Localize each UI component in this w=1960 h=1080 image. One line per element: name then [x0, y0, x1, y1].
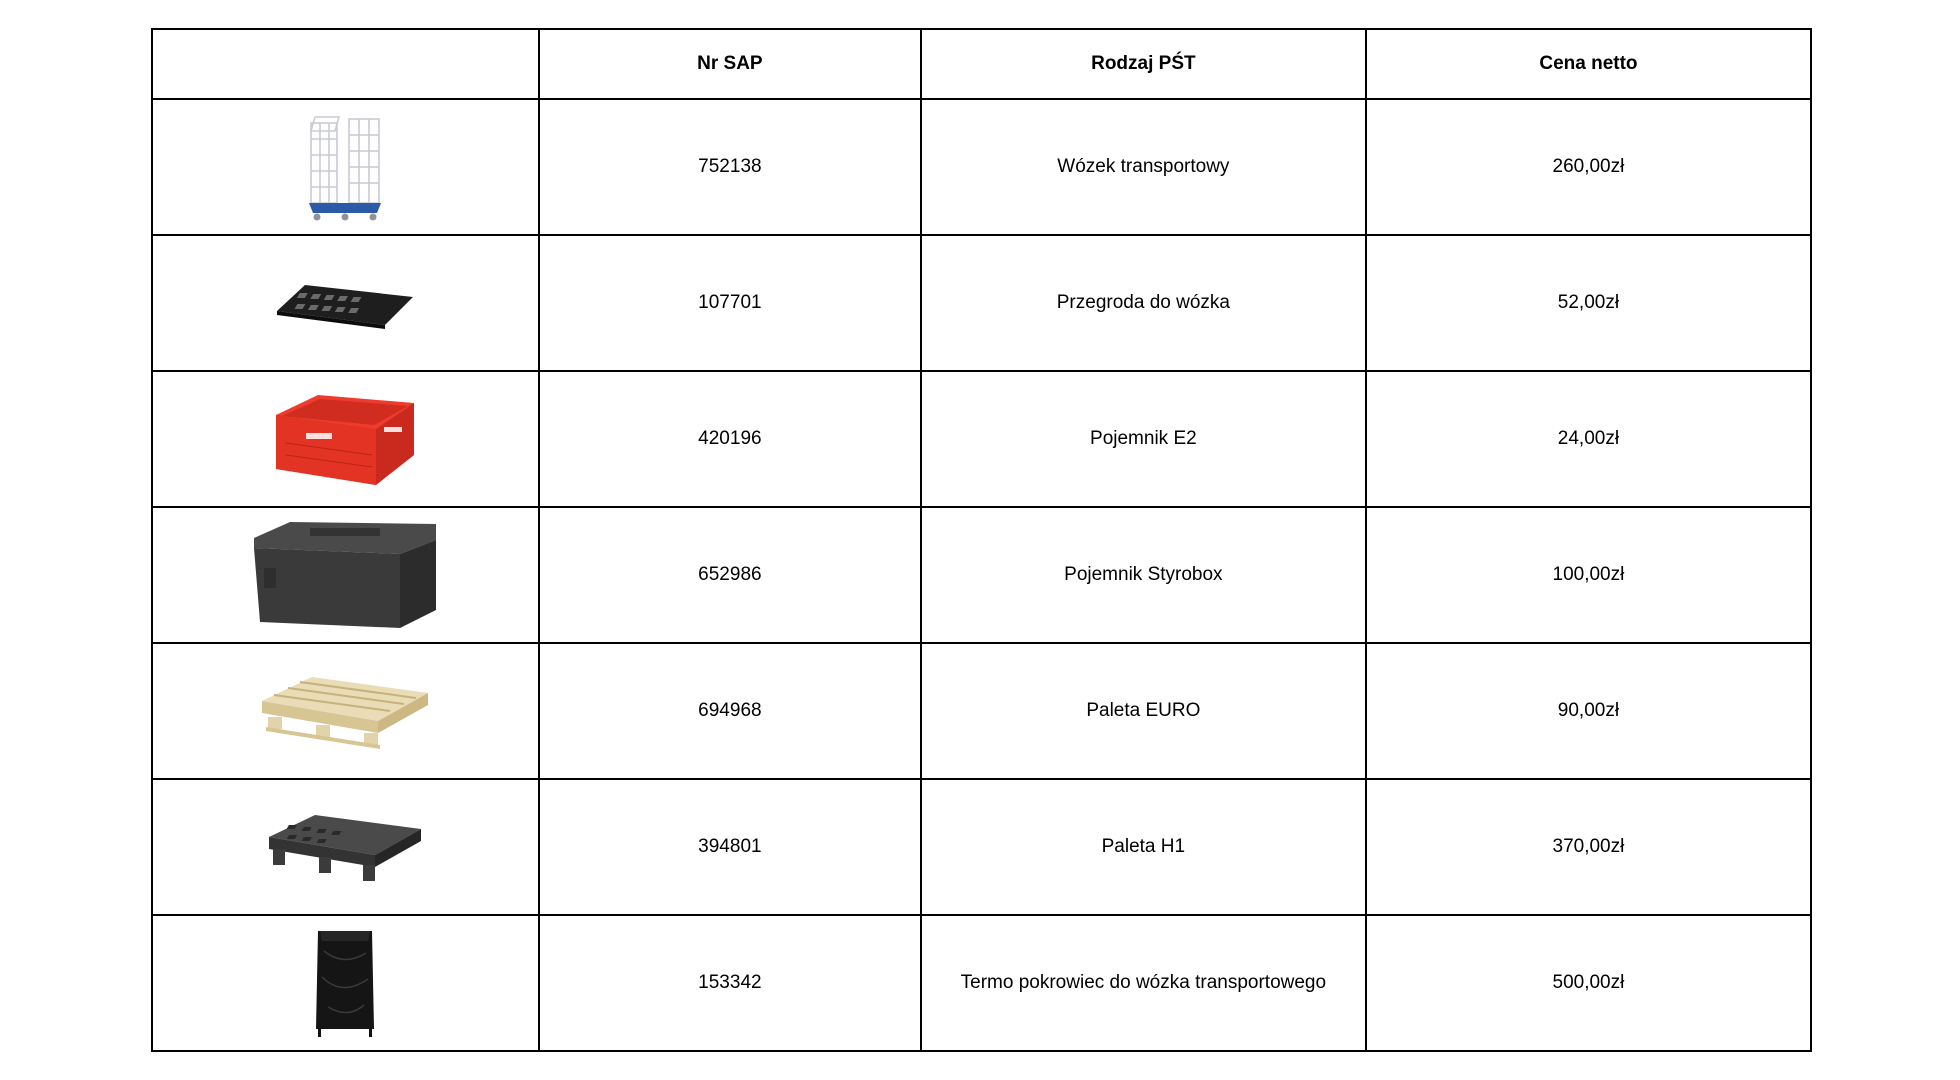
- item-type: Przegroda do wózka: [921, 235, 1366, 371]
- product-image-cell: [152, 779, 539, 915]
- sap-number: 420196: [539, 371, 921, 507]
- item-price: 24,00zł: [1366, 371, 1811, 507]
- wooden-euro-pallet-icon: [260, 671, 430, 751]
- styrobox-container-icon: [250, 518, 440, 632]
- table-header-row: [152, 29, 1811, 99]
- cart-divider-grid-icon: [275, 277, 415, 329]
- table-row: [152, 235, 1811, 371]
- product-image-cell: [152, 235, 539, 371]
- item-price: 90,00zł: [1366, 643, 1811, 779]
- sap-number: 652986: [539, 507, 921, 643]
- item-price: 370,00zł: [1366, 779, 1811, 915]
- pst-price-table: [151, 28, 1812, 1052]
- header-image: [152, 29, 539, 99]
- item-type: Paleta H1: [921, 779, 1366, 915]
- sap-number: 394801: [539, 779, 921, 915]
- sap-number: 153342: [539, 915, 921, 1051]
- table-row: [152, 371, 1811, 507]
- sap-number: 752138: [539, 99, 921, 235]
- roll-cage-cart-icon: [305, 111, 385, 223]
- item-type: Pojemnik Styrobox: [921, 507, 1366, 643]
- table-row: [152, 643, 1811, 779]
- table-row: [152, 915, 1811, 1051]
- header-sap: Nr SAP: [539, 29, 921, 99]
- plastic-h1-pallet-icon: [267, 811, 423, 883]
- item-price: 260,00zł: [1366, 99, 1811, 235]
- product-image-cell: [152, 371, 539, 507]
- table-row: [152, 99, 1811, 235]
- product-image-cell: [152, 99, 539, 235]
- item-price: 100,00zł: [1366, 507, 1811, 643]
- red-e2-crate-icon: [272, 389, 418, 489]
- item-type: Pojemnik E2: [921, 371, 1366, 507]
- sap-number: 694968: [539, 643, 921, 779]
- table-row: [152, 507, 1811, 643]
- table-row: [152, 779, 1811, 915]
- item-price: 52,00zł: [1366, 235, 1811, 371]
- product-image-cell: [152, 643, 539, 779]
- product-image-cell: [152, 915, 539, 1051]
- item-type: Wózek transportowy: [921, 99, 1366, 235]
- product-image-cell: [152, 507, 539, 643]
- item-type: Paleta EURO: [921, 643, 1366, 779]
- thermal-cover-icon: [314, 927, 376, 1039]
- header-type: Rodzaj PŚT: [921, 29, 1366, 99]
- item-type: Termo pokrowiec do wózka transportowego: [921, 915, 1366, 1051]
- sap-number: 107701: [539, 235, 921, 371]
- item-price: 500,00zł: [1366, 915, 1811, 1051]
- header-price: Cena netto: [1366, 29, 1811, 99]
